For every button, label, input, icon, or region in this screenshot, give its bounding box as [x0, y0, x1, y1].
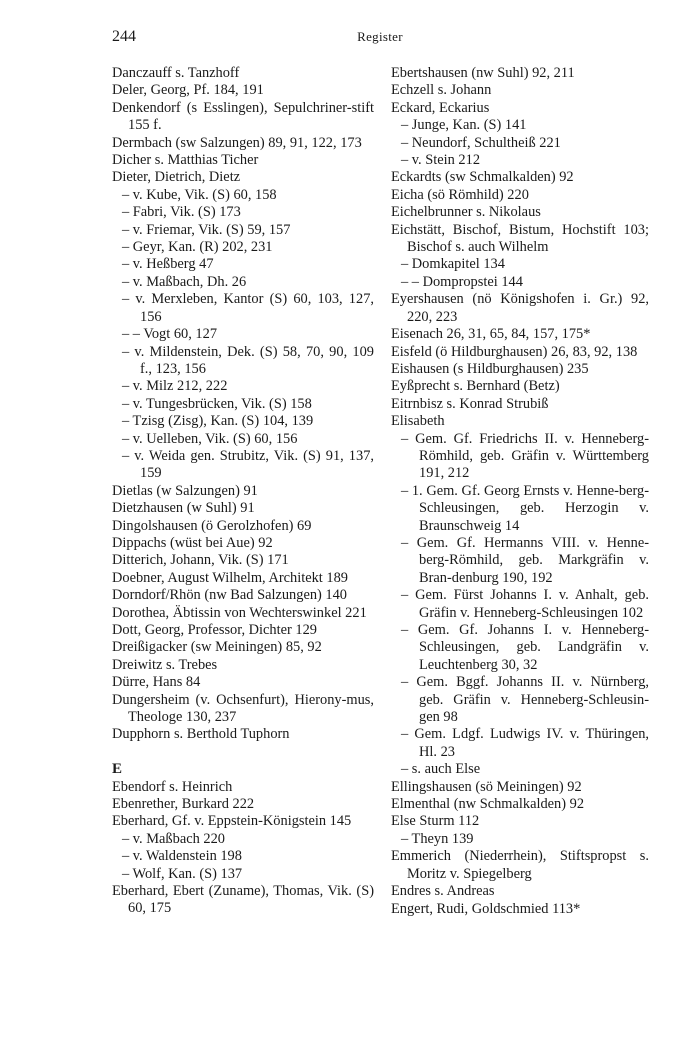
index-subentry: – v. Uelleben, Vik. (S) 60, 156 — [122, 430, 298, 447]
index-subentry: – Domkapitel 134 — [401, 256, 505, 273]
index-entry: Eyßprecht s. Bernhard (Betz) — [391, 378, 560, 395]
index-entry: Ebendorf s. Heinrich — [112, 778, 233, 795]
index-entry: Eckard, Eckarius — [391, 99, 490, 116]
index-subentry: – Geyr, Kan. (R) 202, 231 — [122, 239, 273, 256]
index-entry: Dupphorn s. Berthold Tuphorn — [112, 726, 290, 743]
index-entry: Doebner, August Wilhelm, Architekt 189 — [112, 569, 348, 586]
index-subentry: – Gem. Bggf. Johanns II. v. Nürnberg, geb. Gräfin v. Henneberg-Schleusin-gen 98 — [401, 674, 649, 726]
index-entry: Eisenach 26, 31, 65, 84, 157, 175* — [391, 326, 591, 343]
index-entry: Eyershausen (nö Königshofen i. Gr.) 92, 220, 223 — [391, 291, 649, 325]
page-number: 244 — [112, 28, 136, 45]
index-entry: Ellingshausen (sö Meiningen) 92 — [391, 778, 582, 795]
index-entry: Eicha (sö Römhild) 220 — [391, 186, 529, 203]
index-entry: Eichelbrunner s. Nikolaus — [391, 204, 541, 221]
index-entry: Dorothea, Äbtissin von Wechterswinkel 221 — [112, 604, 367, 621]
index-entry: Denkendorf (s Esslingen), Sepulchriner-stift 155 f. — [112, 99, 374, 134]
index-subentry: – Gem. Fürst Johanns I. v. Anhalt, geb. Gräfin v. Henneberg-Schleusingen 102 — [401, 587, 649, 621]
index-entry: Dietlas (w Salzungen) 91 — [112, 482, 258, 499]
index-entry: Emmerich (Niederrhein), Stiftspropst s. Moritz v. Spiegelberg — [391, 848, 649, 882]
index-entry: Dicher s. Matthias Ticher — [112, 152, 259, 169]
index-entry: Dippachs (wüst bei Aue) 92 — [112, 534, 273, 551]
index-subentry: – v. Maßbach 220 — [122, 830, 225, 847]
index-subentry: – Gem. Ldgf. Ludwigs IV. v. Thüringen, Hl. 23 — [401, 726, 649, 760]
section-letter: E — [112, 761, 123, 778]
index-entry: Eichstätt, Bischof, Bistum, Hochstift 103; Bischof s. auch Wilhelm — [391, 221, 649, 256]
index-subentry: – Junge, Kan. (S) 141 — [401, 117, 527, 134]
index-entry: Danczauff s. Tanzhoff — [112, 65, 240, 81]
index-entry: Dungersheim (v. Ochsenfurt), Hierony-mus, Theologe 130, 237 — [112, 691, 374, 726]
index-entry: Dreiwitz s. Trebes — [112, 656, 218, 673]
index-subentry: – v. Tungesbrücken, Vik. (S) 158 — [122, 395, 312, 412]
index-subentry: – – Dompropstei 144 — [401, 273, 523, 290]
index-entry: Deler, Georg, Pf. 184, 191 — [112, 82, 264, 99]
index-entry: Endres s. Andreas — [391, 883, 495, 900]
index-subentry: – 1. Gem. Gf. Georg Ernsts v. Henne-berg-Schleusingen, geb. Herzogin v. Braunschweig 14 — [401, 482, 649, 534]
index-subentry: – – Vogt 60, 127 — [122, 326, 218, 343]
index-column-right — [391, 65, 649, 918]
index-subentry: – v. Mildenstein, Dek. (S) 58, 70, 90, 109 f., 123, 156 — [122, 343, 374, 377]
index-subentry: – Gem. Gf. Johanns I. v. Henneberg-Schleusingen, geb. Landgräfin v. Leuchtenberg 30, 32 — [401, 622, 649, 673]
index-entry: Dott, Georg, Professor, Dichter 129 — [112, 622, 317, 638]
index-entry: Dieter, Dietrich, Dietz — [112, 169, 241, 186]
index-subentry: – v. Maßbach, Dh. 26 — [122, 273, 247, 290]
index-entry: Dreißigacker (sw Meiningen) 85, 92 — [112, 639, 322, 656]
index-entry: Echzell s. Johann — [391, 82, 492, 99]
index-subentry: – v. Friemar, Vik. (S) 59, 157 — [122, 221, 291, 238]
index-subentry: – Tzisg (Zisg), Kan. (S) 104, 139 — [122, 413, 314, 430]
index-entry: Elisabeth — [391, 413, 445, 430]
index-entry: Eberhard, Ebert (Zuname), Thomas, Vik. (S) 60, 175 — [112, 883, 374, 917]
index-subentry: – v. Waldenstein 198 — [122, 848, 242, 865]
index-entry: Eisfeld (ö Hildburghausen) 26, 83, 92, 138 — [391, 343, 638, 360]
index-subentry: – Neundorf, Schultheiß 221 — [401, 134, 561, 151]
index-subentry: – v. Heßberg 47 — [122, 256, 214, 273]
index-entry: Dürre, Hans 84 — [112, 674, 201, 691]
index-entry: Ebertshausen (nw Suhl) 92, 211 — [391, 65, 575, 81]
index-subentry: – v. Milz 212, 222 — [122, 378, 228, 395]
index-entry: Dorndorf/Rhön (nw Bad Salzungen) 140 — [112, 587, 348, 604]
index-entry: Eckardts (sw Schmalkalden) 92 — [391, 169, 574, 186]
index-entry: Dingolshausen (ö Gerolzhofen) 69 — [112, 517, 312, 534]
index-entry: Engert, Rudi, Goldschmied 113* — [391, 900, 581, 917]
index-subentry: – Gem. Gf. Hermanns VIII. v. Henne-berg-Römhild, geb. Markgräfin v. Bran-denburg 190, 192 — [401, 534, 649, 586]
index-subentry: – v. Kube, Vik. (S) 60, 158 — [122, 186, 277, 203]
index-column-left — [112, 65, 374, 918]
index-subentry: – Theyn 139 — [401, 830, 474, 847]
index-subentry: – s. auch Else — [401, 761, 481, 778]
index-entry: Eitrnbisz s. Konrad Strubiß — [391, 395, 549, 412]
page-header — [112, 28, 648, 48]
index-subentry: – Wolf, Kan. (S) 137 — [122, 865, 243, 882]
index-entry: Else Sturm 112 — [391, 813, 480, 830]
index-entry: Dietzhausen (w Suhl) 91 — [112, 500, 255, 517]
index-entry: Dermbach (sw Salzungen) 89, 91, 122, 173 — [112, 134, 362, 151]
index-entry: Ebenrether, Burkard 222 — [112, 796, 255, 813]
index-subentry: – v. Stein 212 — [401, 152, 481, 169]
index-subentry: – Fabri, Vik. (S) 173 — [122, 204, 241, 221]
index-entry: Ditterich, Johann, Vik. (S) 171 — [112, 552, 289, 569]
index-subentry: – v. Weida gen. Strubitz, Vik. (S) 91, 137, 159 — [122, 447, 374, 482]
section-gap — [112, 744, 374, 761]
index-subentry: – v. Merxleben, Kantor (S) 60, 103, 127, 156 — [122, 291, 374, 325]
index-entry: Elmenthal (nw Schmalkalden) 92 — [391, 796, 585, 813]
running-title: Register — [357, 29, 403, 44]
index-entry: Eishausen (s Hildburghausen) 235 — [391, 360, 589, 377]
index-entry: Eberhard, Gf. v. Eppstein-Königstein 145 — [112, 813, 352, 830]
index-subentry: – Gem. Gf. Friedrichs II. v. Henneberg-Römhild, geb. Gräfin v. Württemberg 191, 212 — [401, 430, 649, 482]
